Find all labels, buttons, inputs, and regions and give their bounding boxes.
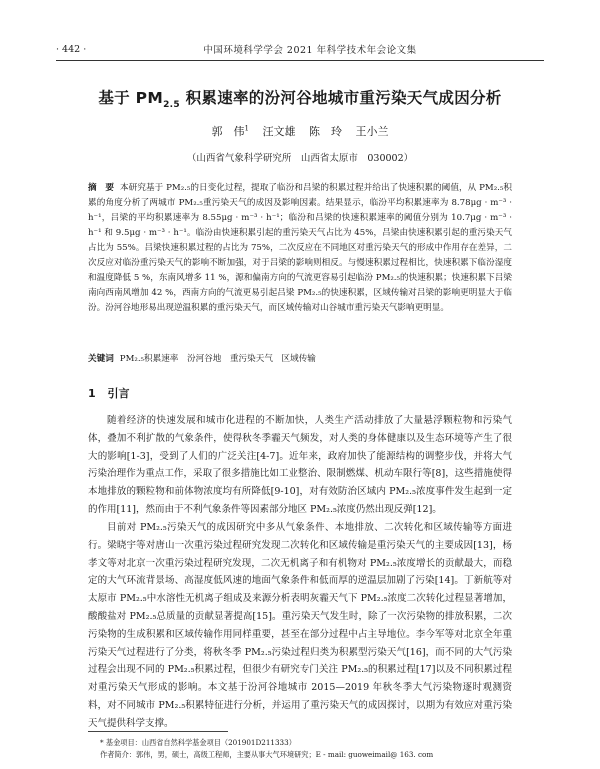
author: 汪文雄	[262, 125, 296, 138]
keywords-label: 关键词	[88, 354, 114, 364]
title-suffix: 积累速率的汾河谷地城市重污染天气成因分析	[179, 89, 502, 107]
paper-title	[40, 86, 560, 110]
footnote-author-bio: 作者简介：郭伟，男，硕士，高级工程师，主要从事大气环境研究；E - mail: guoweimail@ 163. com	[100, 750, 434, 759]
page-number: · 442 ·	[56, 43, 87, 55]
header-rule	[56, 60, 544, 61]
affiliation: （山西省气象科学研究所 山西省太原市 030002）	[186, 153, 414, 164]
section-number: 1	[88, 387, 96, 400]
section-title: 引言	[107, 387, 130, 400]
title-prefix: 基于 PM	[98, 89, 164, 107]
journal-title: 中国环境科学学会 2021 年科学技术年会论文集	[203, 45, 417, 56]
keywords	[88, 352, 512, 364]
author: 郭 伟	[211, 125, 245, 138]
keywords-text: PM₂.₅积累速率 汾河谷地 重污染天气 区域传输	[119, 354, 316, 364]
abstract-label: 摘 要	[88, 183, 114, 193]
section-heading	[88, 385, 130, 401]
footnote-rule	[88, 731, 228, 732]
author-list: 郭 伟$^1$ 汪文雄 陈 玲 王小兰	[211, 124, 389, 138]
running-header	[56, 40, 544, 58]
author: 陈 玲	[308, 125, 342, 138]
body-paragraph: 随着经济的快速发展和城市化进程的不断加快，人类生产活动排放了大量悬浮颗粒物和污染气体，叠加不利扩散的气象条件，使得秋冬季霾天气频发，对人类的身体健康以及生态环境等产生了很大的影响[1-3]，受到了人们的广泛关注[4-7]。近年来，政府加快了能源结构的调整步伐，并将大气污染治理作为重点工作，采取了很多措施比如工业整治、限制燃煤、机动车限行等[8]，这些措施使得本地排放的颗粒物和前体物浓度均有所降低[9-10]，对有效防治区域内 PM₂.₅浓度事件发生起到一定的作用[11]，然而由于不利气象条件等因素部分地区 PM₂.₅浓度仍然出现反弹[12]。	[88, 415, 512, 515]
abstract	[88, 181, 512, 316]
abstract-text: 本研究基于 PM₂.₅的日变化过程，提取了临汾和吕梁的积累过程并给出了快速积累的阈值，从 PM₂.₅积累的角度分析了两城市 PM₂.₅重污染天气的成因及影响因素。结果显示，临汾平均积累速率为 8.78μg · m⁻³ · h⁻¹，吕梁的平均积累速率为 8.55μg · m⁻³ · h⁻¹；临汾和吕梁的快速积累速率的阈值分别为 10.7μg · m⁻³ · h⁻¹ 和 9.5μg · m⁻³ · h⁻¹。临汾由快速积累引起的重污染天气占比为 45%，吕梁由快速积累引起的重污染天气占比为 55%。吕梁快速积累过程的占比为 75%，二次反应在不同地区对重污染天气的形成中作用存在差异，二次反应对临汾重污染天气的影响不断加强，对于吕梁的影响则相反。与慢速积累过程相比，快速积累下临汾湿度和温度降低 5 %，东南风增多 11 %，源和偏南方向的气流更容易引起临汾 PM₂.₅的快速积累；快速积累下吕梁南向西南风增加 42 %，西南方向的气流更易引起吕梁 PM₂.₅的快速积累，区域传输对吕梁的影响更明显大于临汾。汾河谷地形易出现逆温积累的重污染天气，而区域传输对山谷城市重污染天气影响更明显。	[88, 183, 512, 313]
title-subscript: 2.5	[163, 100, 180, 111]
author: 王小兰	[355, 125, 389, 138]
body-paragraph: 目前对 PM₂.₅污染天气的成因研究中多从气象条件、本地排放、二次转化和区域传输等方面进行。梁晓宇等对唐山一次重污染过程研究发现二次转化和区域传输是重污染天气的主要成因[13]，杨孝文等对北京一次重污染过程研究发现，二次无机离子和有机物对 PM₂.₅浓度增长的贡献最大，而稳定的大气环流背景场、高湿度低风速的地面气象条件和低而厚的逆温层加剧了污染[14]。丁新航等对太原市 PM₂.₅中水溶性无机离子组成及来源分析表明灰霾天气下 PM₂.₅浓度二次转化过程显著增加，酸酸盐对 PM₂.₅总质量的贡献显著提高[15]。重污染天气发生时，除了一次污染物的排放积累，二次污染物的生成积累和区域传输作用同样重要，甚至在部分过程中占主导地位。李今军等对北京全年重污染天气过程进行了分类，将秋冬季 PM₂.₅污染过程归类为积累型污染天气[16]，而不同的大气污染过程会出现不同的 PM₂.₅积累过程，但很少有研究专门关注 PM₂.₅的积累过程[17]以及不同积累过程对重污染天气形成的影响。本文基于汾河谷地城市 2015—2019 年秋冬季大气污染物逐时观测资料，对不同城市 PM₂.₅积累特征进行分析，并运用了重污染天气的成因探讨，以期为有效应对重污染天气提供科学支撑。	[88, 522, 512, 729]
footnote-funding: * 基金项目：山西省自然科学基金项目（201901D211333）	[100, 738, 296, 747]
